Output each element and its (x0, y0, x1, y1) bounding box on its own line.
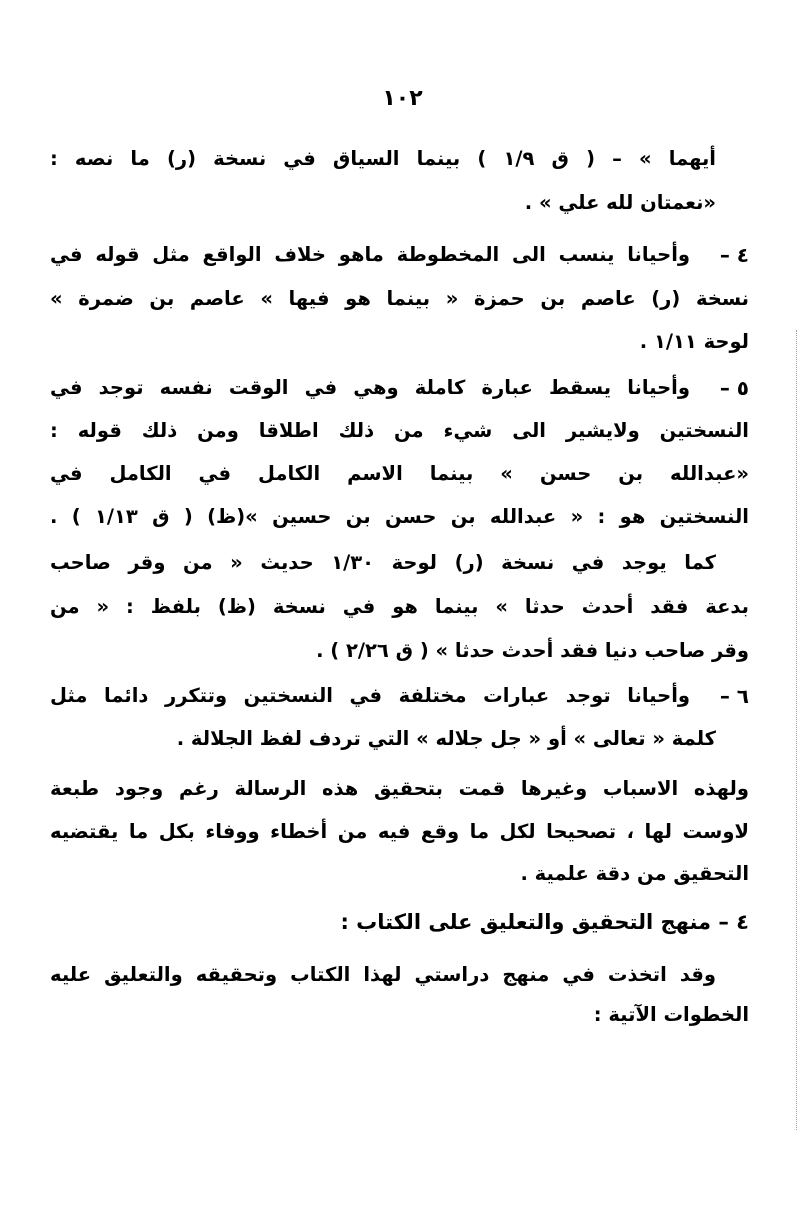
text-line: نسخة (ر) عاصم بن حمزة « بينما هو فيها » عاصم بن ضمرة » (50, 287, 749, 310)
text-line: «نعمتان لله علي » . (524, 191, 716, 214)
text-line: الخطوات الآتية : (593, 1003, 749, 1026)
text-line: كما يوجد في نسخة (ر) لوحة ١/٣٠ حديث « من وقر صاحب (50, 551, 716, 574)
text-line: لوحة ١/١١ . (639, 330, 749, 353)
text-line: التحقيق من دقة علمية . (520, 862, 749, 885)
text-line: بدعة فقد أحدث حدثا » بينما هو في نسخة (ظ) بلفظ : « من (50, 595, 749, 618)
section-heading: ٤ – منهج التحقيق والتعليق على الكتاب : (340, 910, 749, 934)
text-line: وأحيانا توجد عبارات مختلفة في النسختين وتتكرر دائما مثل (50, 684, 690, 707)
text-line: ولهذه الاسباب وغيرها قمت بتحقيق هذه الرسالة رغم وجود طبعة (50, 777, 749, 800)
text-line: لاوست لها ، تصحيحا لكل ما وقع فيه من أخطاء ووفاء بكل ما يقتضيه (50, 820, 749, 843)
text-line: وأحيانا يسقط عبارة كاملة وهي في الوقت نفسه توجد في (50, 376, 690, 399)
scan-edge-rule (796, 330, 797, 1130)
text-line: كلمة « تعالى » أو « جل جلاله » التي تردف لفظ الجلالة . (176, 727, 716, 750)
item-number: ٥ – (719, 376, 749, 400)
text-line: النسختين ولايشير الى شيء من ذلك اطلاقا ومن ذلك قوله : (50, 419, 749, 442)
text-line: وأحيانا ينسب الى المخطوطة ماهو خلاف الواقع مثل قوله في (50, 243, 690, 266)
page-number: ١٠٢ (382, 86, 423, 111)
text-line: وقد اتخذت في منهج دراستي لهذا الكتاب وتحقيقه والتعليق عليه (50, 963, 716, 986)
text-line: أيهما » – ( ق ١/٩ ) بينما السياق في نسخة (ر) ما نصه : (50, 147, 716, 170)
text-line: «عبدالله بن حسن » بينما الاسم الكامل في الكامل في (50, 462, 749, 485)
text-line: وقر صاحب دنيا فقد أحدث حدثا » ( ق ٢/٢٦ ) . (316, 639, 749, 662)
item-number: ٦ – (719, 684, 749, 708)
item-number: ٤ – (719, 243, 749, 267)
text-line: النسختين هو : « عبدالله بن حسن بن حسين »(ظ) ( ق ١/١٣ ) . (50, 505, 749, 528)
